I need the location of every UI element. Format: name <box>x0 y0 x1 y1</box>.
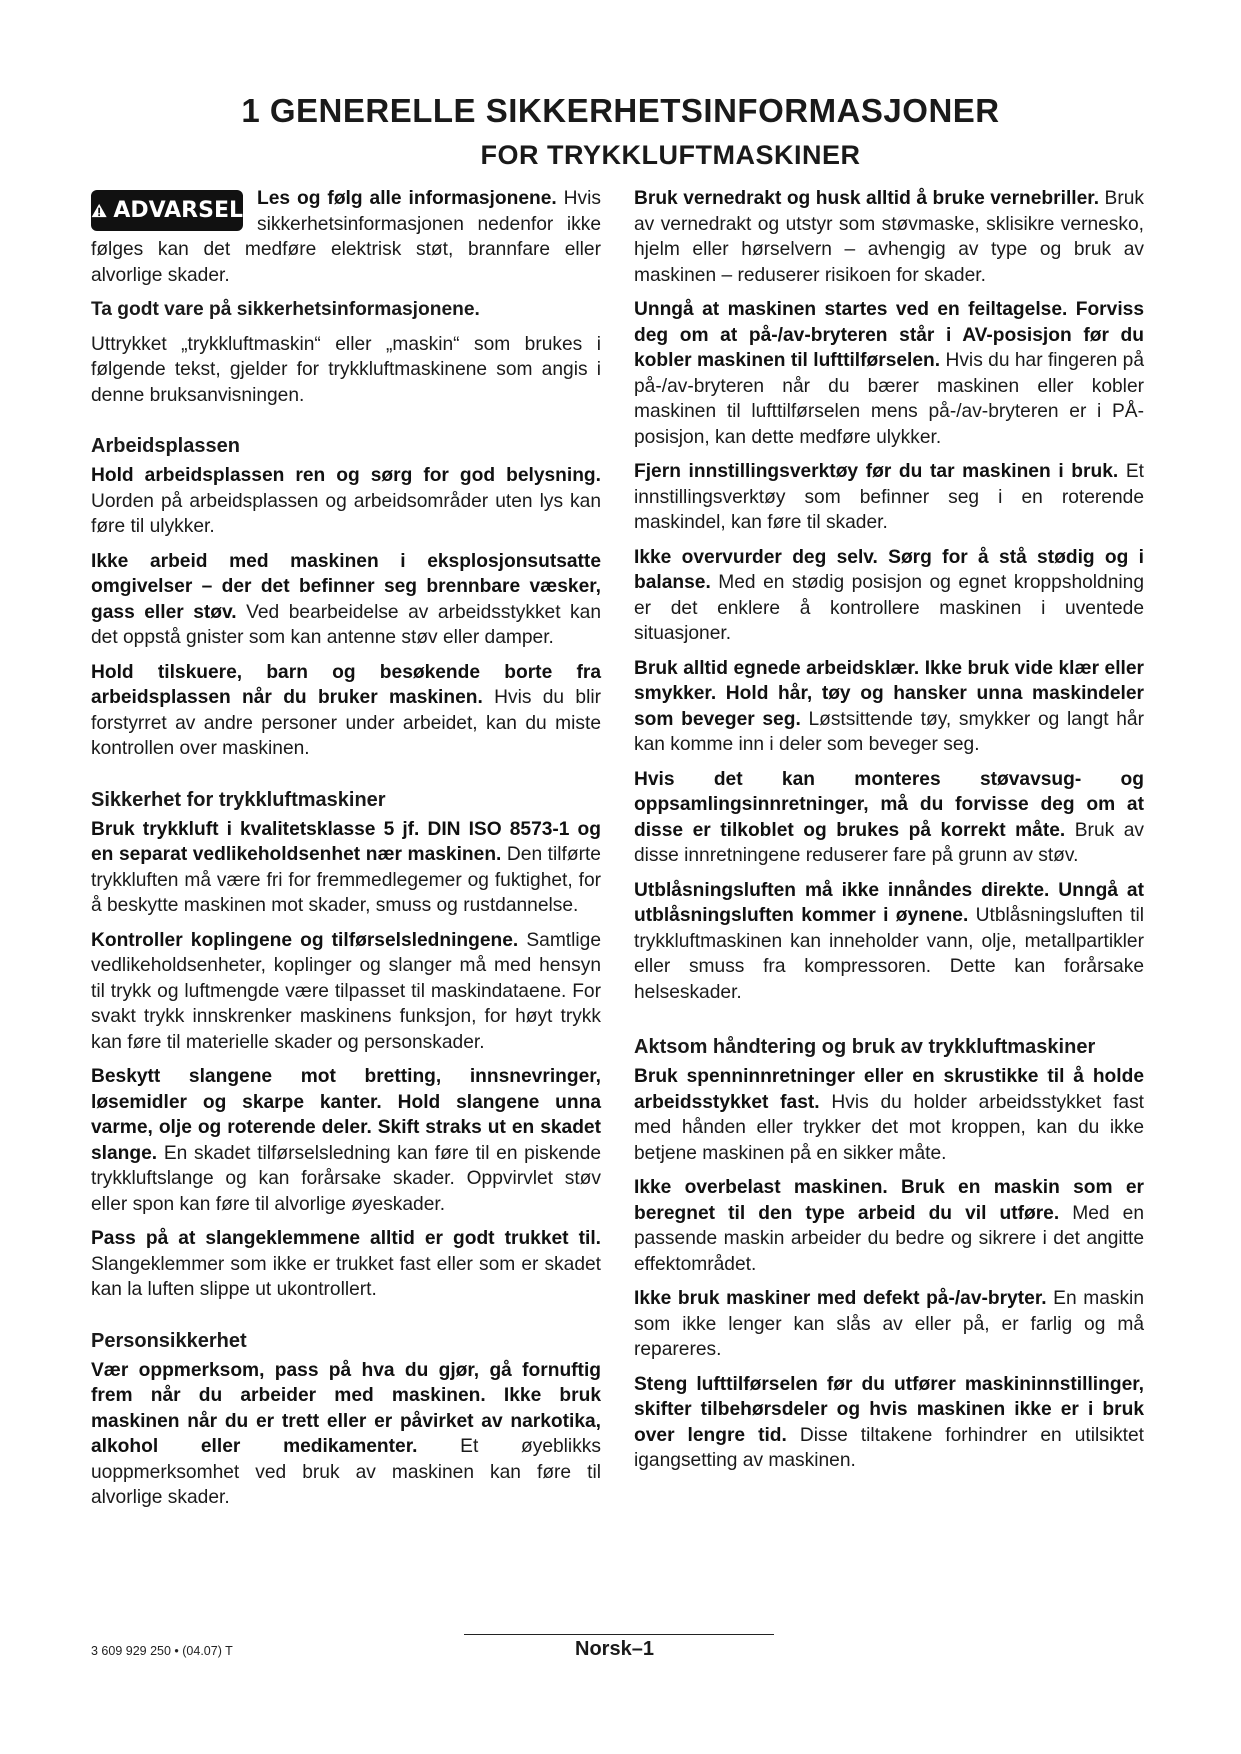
heading-personal-safety: Personsikkerhet <box>91 1329 247 1352</box>
paragraph: Ikke bruk maskiner med defekt på-/av-bryter. En maskin som ikke lenger kan slås av eller på, er farlig og må repareres. <box>634 1288 1144 1360</box>
paragraph: Unngå at maskinen startes ved en feiltagelse. Forviss deg om at på-/av-bryteren står i AV-posisjon før du kobler maskinen til lufttilførselen. Hvis du har fingeren på på-/av-bryteren når du bærer maskinen eller kobler maskinen til lufttilførselen mens på-/av-bryteren er i PÅ-posisjon, kan dette medføre ulykker. <box>634 299 1145 448</box>
page-number: Norsk–1 <box>575 1638 654 1660</box>
paragraph: Hold tilskuere, barn og besøkende borte fra arbeidsplassen når du bruker maskinen. Hvis du blir forstyrret av andre personer under arbeidet, kan du miste kontrollen over maskinen. <box>91 661 601 759</box>
paragraph: Steng lufttilførselen før du utfører maskininnstillinger, skifter tilbehørsdeler og hvis maskinen ikke er i bruk over lengre tid. Disse tiltakene forhindrer en utilsiktet igangsetting av maskinen. <box>634 1373 1144 1471</box>
paragraph: Pass på at slangeklemmene alltid er godt trukket til. Slangeklemmer som ikke er trukket fast eller som er skadet kan la luften slippe ut ukontrollert. <box>91 1228 601 1300</box>
paragraph: Kontroller koplingene og tilførselsledningene. Samtlige vedlikeholdsenheter, koplinger og slanger må med hensyn til trykk og luftmengde være tilpasset til maskindataene. For svakt trykk innskrenker maskinens funksjon, for høyt trykk kan føre til materielle skader og personskader. <box>91 929 602 1053</box>
heading-workplace: Arbeidsplassen <box>91 435 240 457</box>
paragraph: Ikke overvurder deg selv. Sørg for å stå stødig og i balanse. Med en stødig posisjon og egnet kroppsholdning er det enklere å kontrollere maskinen i uventede situasjoner. <box>634 546 1144 644</box>
warning-bold: Les og følg alle informasjonene. <box>257 188 557 209</box>
paragraph: Hvis det kan monteres støvavsug- og oppsamlingsinnretninger, må du forvisse deg om at disse er tilkoblet og brukes på korrekt måte. Bruk av disse innretningene reduserer fare på grunn av støv. <box>634 768 1144 866</box>
paragraph: Ikke arbeid med maskinen i eksplosjonsutsatte omgivelser – der det befinner seg brennbare væsker, gass eller støv. Ved bearbeidelse av arbeidsstykket kan det oppstå gnister som kan antenne støv eller damper. <box>91 550 601 648</box>
page-title <box>0 92 1241 171</box>
left-column <box>91 186 601 1520</box>
keep-safety-info: Ta godt vare på sikkerhetsinformasjonene. <box>91 299 480 320</box>
paragraph: Hold arbeidsplassen ren og sørg for god belysning. Uorden på arbeidsplassen og arbeidsområder uten lys kan føre til ulykker. <box>91 465 601 537</box>
right-column <box>634 186 1144 1483</box>
paragraph: Fjern innstillingsverktøy før du tar maskinen i bruk. Et innstillingsverktøy som befinner seg i en roterende maskindel, kan føre til skader. <box>634 461 1145 533</box>
warning-text: Hvis sikkerhetsinformasjonen nedenfor ikke følges kan det medføre elektrisk støt, brannfare eller alvorlige skader. <box>91 188 601 286</box>
title-line-2: FOR TRYKKLUFTMASKINER <box>480 140 861 170</box>
paragraph: Beskytt slangene mot bretting, innsnevringer, løsemidler og skarpe kanter. Hold slangene unna varme, olje og roterende deler. Skift straks ut en skadet slange. En skadet tilførselsledning kan føre til en piskende trykkluftslange og kan forårsake skader. Oppvirvlet støv eller spon kan føre til alvorlige øyeskader. <box>91 1066 601 1215</box>
paragraph: Utblåsningsluften må ikke innåndes direkte. Unngå at utblåsningsluften kommer i øynene. Utblåsningsluften til trykkluftmaskinen kan inneholder vann, olje, metallpartikler eller smuss fra kompressoren. Dette kan forårsake helseskader. <box>634 879 1145 1003</box>
paragraph: Bruk alltid egnede arbeidsklær. Ikke bruk vide klær eller smykker. Hold hår, tøy og hansker unna maskindeler som beveger seg. Løstsittende tøy, smykker og langt hår kan komme inn i deler som beveger seg. <box>634 657 1144 755</box>
footer-divider <box>464 1634 774 1635</box>
paragraph: Bruk trykkluft i kvalitetsklasse 5 jf. DIN ISO 8573-1 og en separat vedlikeholdsenhet nær maskinen. Den tilførte trykkluften må være fri for fremmedlegemer og fuktighet, for å beskytte maskinen mot skader, smuss og rustdannelse. <box>91 818 601 916</box>
paragraph: Bruk vernedrakt og husk alltid å bruke vernebriller. Bruk av vernedrakt og utstyr som støvmaske, sklisikre vernesko, hjelm eller hørselvern – avhengig av type og bruk av maskinen – reduserer risikoen for skader. <box>634 188 1144 286</box>
warning-triangle-icon <box>91 199 107 222</box>
paragraph: Bruk spenninnretninger eller en skrustikke til å holde arbeidsstykket fast. Hvis du holder arbeidsstykket fast med hånden eller trykker det mot kroppen, kan du ikke betjene maskinen på en sikker måte. <box>634 1066 1144 1164</box>
paragraph: Vær oppmerksom, pass på hva du gjør, gå fornuftig frem når du arbeider med maskinen. Ikke bruk maskinen når du er trett eller er påvirket av narkotika, alkohol eller medikamenter. Et øyeblikks uoppmerksomhet ved bruk av maskinen kan føre til alvorlige skader. <box>91 1359 601 1508</box>
heading-compressed-air-safety: Sikkerhet for trykkluftmaskiner <box>91 788 386 811</box>
warning-block <box>91 186 601 297</box>
expression-paragraph: Uttrykket „trykkluftmaskin“ eller „maskin“ som brukes i følgende tekst, gjelder for trykkluftmaskinene som angis i denne bruksanvisningen. <box>91 333 601 406</box>
document-code: 3 609 929 250 • (04.07) T <box>91 1644 233 1658</box>
advarsel-label: ADVARSEL <box>113 197 243 223</box>
title-line-1: 1 GENERELLE SIKKERHETSINFORMASJONER <box>241 92 1000 129</box>
paragraph: Ikke overbelast maskinen. Bruk en maskin som er beregnet til den type arbeid du vil utføre. Med en passende maskin arbeider du bedre og sikrere i det angitte effektområdet. <box>634 1177 1144 1275</box>
heading-careful-handling: Aktsom håndtering og bruk av trykkluftmaskiner <box>634 1036 1096 1058</box>
advarsel-badge <box>91 190 243 231</box>
